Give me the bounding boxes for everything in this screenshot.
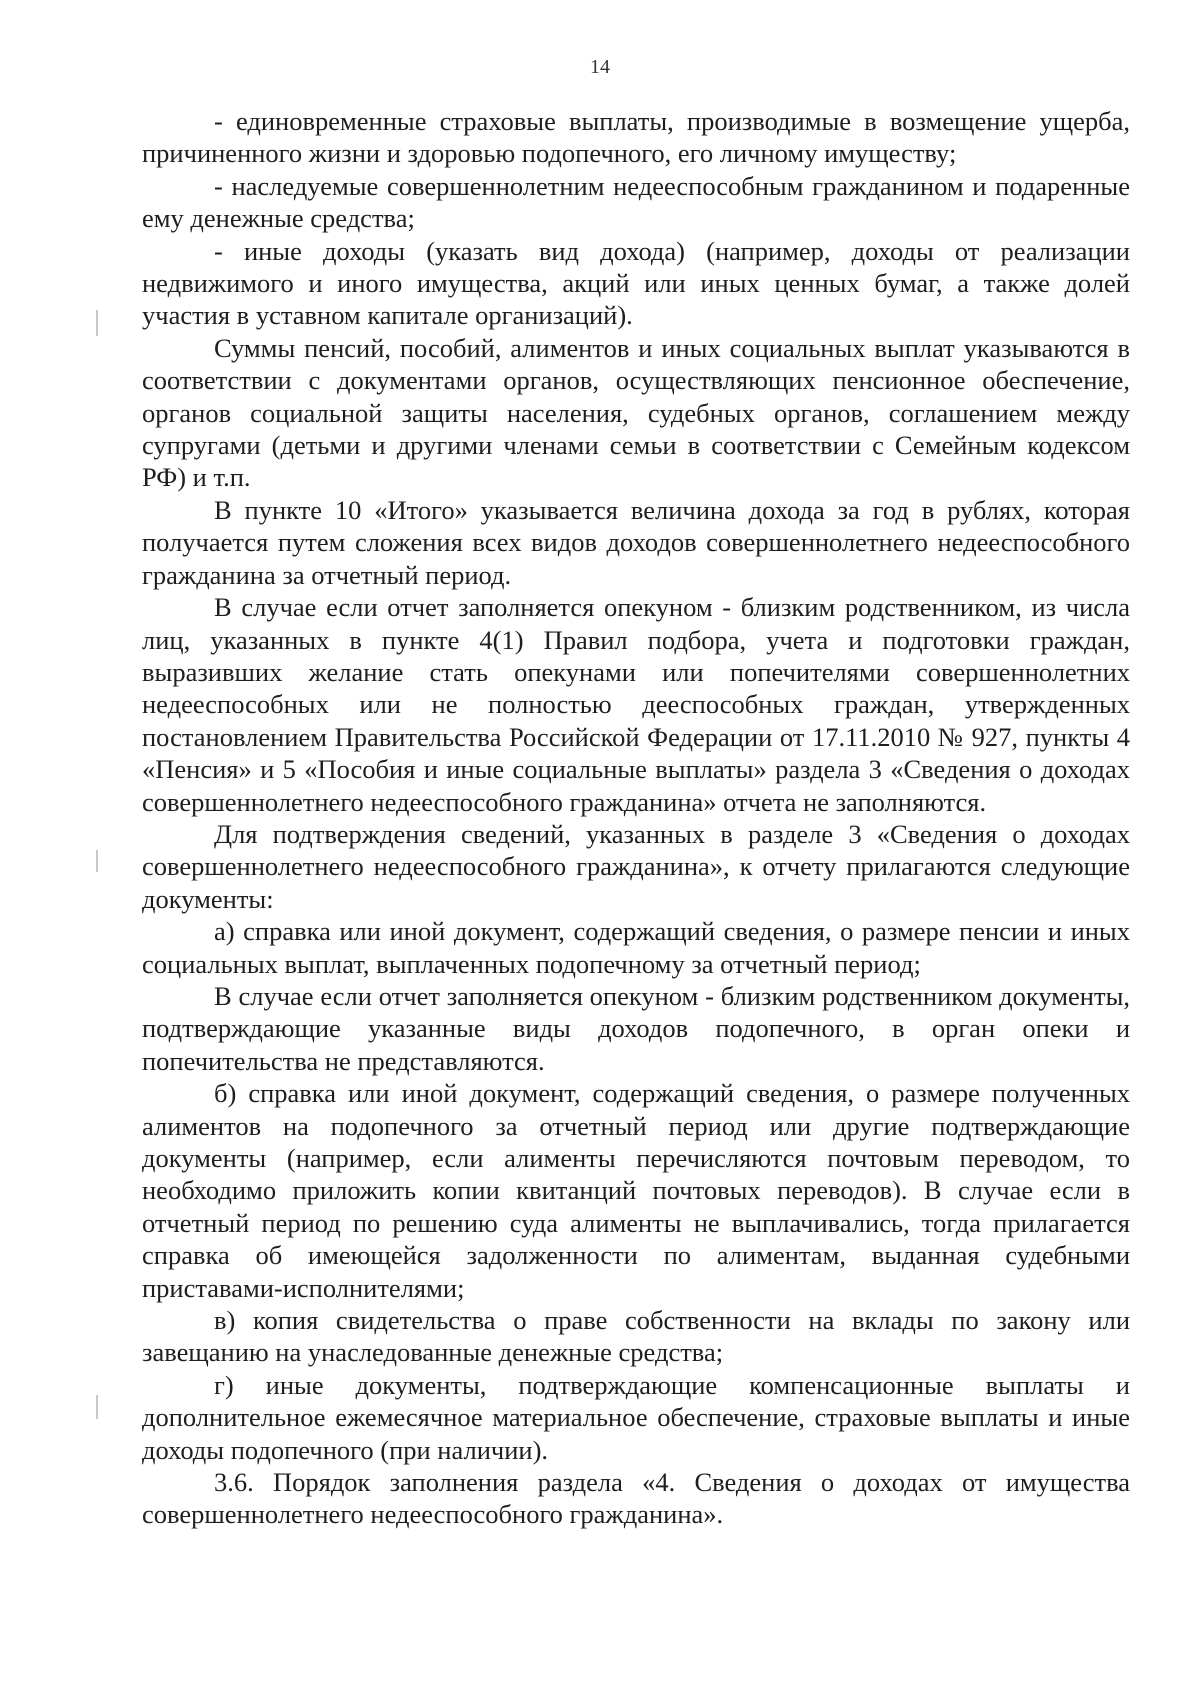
paragraph: В пункте 10 «Итого» указывается величина дохода за год в рублях, которая получается путем сложения всех видов доходов совершеннолетнего недееспособного гражданина за отчетный период.: [142, 494, 1130, 590]
paragraph: - единовременные страховые выплаты, производимые в возмещение ущерба, причиненного жизни и здоровью подопечного, его личному имуществу;: [142, 106, 1130, 169]
paragraph: В случае если отчет заполняется опекуном - близким родственником, из числа лиц, указанных в пункте 4(1) Правил подбора, учета и подготовки граждан, выразивших желание стать опекунами или попечителями совершеннолетних недееспособных или не полностью дееспособных граждан, утвержденных постановлением Правительства Российской Федерации от 17.11.2010 № 927, пункты 4 «Пенсия» и 5 «Пособия и иные социальные выплаты» раздела 3 «Сведения о доходах совершеннолетнего недееспособного гражданина» отчета не заполняются.: [142, 592, 1130, 817]
paragraph: Для подтверждения сведений, указанных в разделе 3 «Сведения о доходах совершеннолетнего недееспособного гражданина», к отчету прилагаются следующие документы:: [142, 818, 1130, 914]
paragraph: г) иные документы, подтверждающие компенсационные выплаты и дополнительное ежемесячное материальное обеспечение, страховые выплаты и иные доходы подопечного (при наличии).: [142, 1369, 1130, 1465]
body-text: [142, 105, 1130, 1531]
paragraph: - наследуемые совершеннолетним недееспособным гражданином и подаренные ему денежные средства;: [142, 170, 1130, 234]
paragraph: В случае если отчет заполняется опекуном - близким родственником документы, подтверждающие указанные виды доходов подопечного, в орган опеки и попечительства не представляются.: [142, 980, 1130, 1076]
paragraph: - иные доходы (указать вид дохода) (например, доходы от реализации недвижимого и иного имущества, акций или иных ценных бумаг, а также долей участия в уставном капитале организаций).: [142, 235, 1130, 331]
paragraph: б) справка или иной документ, содержащий сведения, о размере полученных алиментов на подопечного за отчетный период или другие подтверждающие документы (например, если алименты перечисляются почтовым переводом, то необходимо приложить копии квитанций почтовых переводов). В случае если в отчетный период по решению суда алименты не выплачивались, тогда прилагается справка об имеющейся задолженности по алиментам, выданная судебными приставами-исполнителями;: [142, 1078, 1130, 1303]
paragraph: а) справка или иной документ, содержащий сведения, о размере пенсии и иных социальных выплат, выплаченных подопечному за отчетный период;: [142, 916, 1130, 979]
page-number: 14: [590, 56, 610, 78]
scan-mark: [96, 310, 98, 336]
section-heading: 3.6. Порядок заполнения раздела «4. Сведения о доходах от имущества совершеннолетнего недееспособного гражданина».: [142, 1467, 1130, 1530]
paragraph: в) копия свидетельства о праве собственности на вклады по закону или завещанию на унаследованные денежные средства;: [142, 1305, 1130, 1368]
scan-mark: [96, 1395, 98, 1419]
scan-mark: [96, 850, 98, 872]
paragraph: Суммы пенсий, пособий, алиментов и иных социальных выплат указываются в соответствии с документами органов, осуществляющих пенсионное обеспечение, органов социальной защиты населения, судебных органов, соглашением между супругами (детьми и другими членами семьи в соответствии с Семейным кодексом РФ) и т.п.: [142, 332, 1130, 493]
